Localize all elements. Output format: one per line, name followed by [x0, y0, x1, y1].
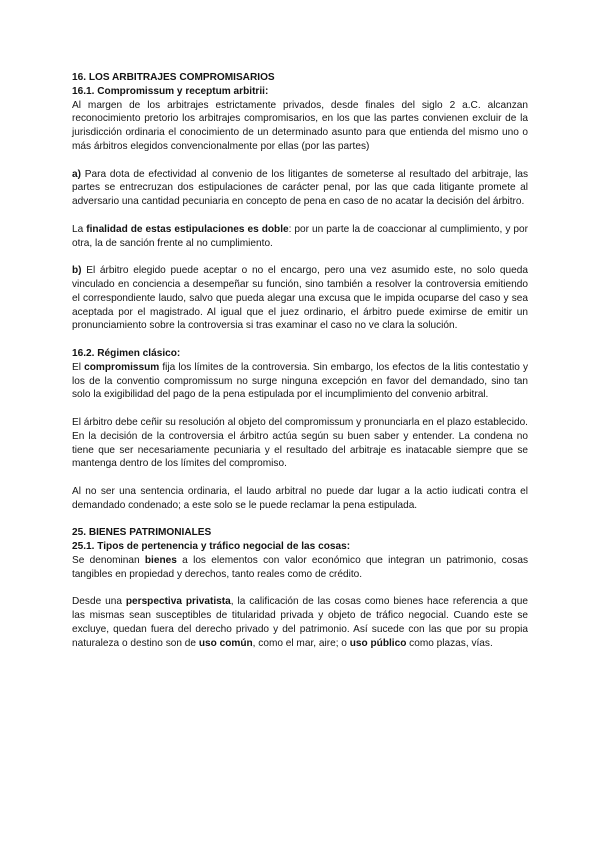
paragraph-16-1-b-text: El árbitro elegido puede aceptar o no el encargo, pero una vez asumido este, no solo queda vinculado en conciencia a desempeñar su función, sino también a resolver la controversia emitiendo el correspondiente laudo, salvo que pueda alegar una excusa que le impida ocuparse del caso y sea aceptada por el magistrado. Al igual que el juez ordinario, el árbitro puede eximirse de emitir un pronunciamiento sobre la controversia si tras examinar el caso no ve clara la solución. — [72, 265, 528, 332]
section-16-1-heading: 16.1. Compromissum y receptum arbitrii: — [72, 85, 269, 97]
paragraph-25-1-privatista — [72, 595, 528, 650]
bold-bienes: bienes — [144, 554, 177, 566]
paragraph-16-1-b — [72, 264, 528, 333]
document-page — [72, 71, 528, 650]
text-fragment: Se denominan — [72, 554, 145, 566]
paragraph-25-1-bienes — [72, 554, 528, 582]
section-16-2-heading: 16.2. Régimen clásico: — [72, 347, 181, 359]
text-fragment: , la calificación de las cosas como bienes hace referencia a que las mismas sean susceptibles de titularidad privada y objeto de tráfico negocial. Cuando este se excluye, quedan fuera del derecho privado y del patrimonio. Así sucede con las que por su propia naturaleza o destino son de — [72, 596, 528, 649]
text-fragment: La — [72, 223, 87, 235]
section-25-heading: 25. BIENES PATRIMONIALES — [72, 527, 212, 539]
bold-finalidad: finalidad de estas estipulaciones es doble — [86, 223, 289, 235]
text-fragment: como plazas, vías. — [406, 637, 493, 649]
text-fragment: El — [72, 361, 85, 373]
paragraph-16-1-a-text: Para dota de efectividad al convenio de los litigantes de someterse al resultado del arbitraje, las partes se entrecruzan dos estipulaciones de carácter penal, por las que cada litigante promete al adversario una cantidad pecuniaria en concepto de pena en caso de no acatar la decisión del árbitro. — [72, 168, 528, 208]
text-fragment: , como el mar, aire; o — [252, 637, 350, 649]
paragraph-16-1-intro: Al margen de los arbitrajes estrictamente privados, desde finales del siglo 2 a.C. alcanzan reconocimiento pretorio los arbitrajes compromisarios, en los que las partes convienen excluir de la jurisdicción ordinaria el conocimiento de un determinado asunto para que entienda del mismo uno o más árbitros elegidos convencionalmente por ellas (por las partes) — [72, 99, 528, 152]
paragraph-16-1-finalidad — [72, 223, 528, 251]
section-25-1-heading: 25.1. Tipos de pertenencia y tráfico negocial de las cosas: — [72, 541, 351, 553]
text-fragment: fija los límites de la controversia. Sin embargo, los efectos de la litis contestatio y los de la conventio compromissum no surge ninguna excepción en favor del demandado, sino tan solo la exigibilidad del pago de la pena estipulada por el incumplimiento del convenio arbitral. — [72, 361, 528, 401]
bold-uso-comun: uso común — [198, 637, 253, 649]
item-label-b: b) — [72, 265, 82, 277]
section-16-heading: 16. LOS ARBITRAJES COMPROMISARIOS — [72, 72, 275, 83]
bold-compromissum: compromissum — [84, 361, 160, 373]
item-label-a: a) — [72, 168, 81, 180]
text-fragment: Desde una — [72, 596, 126, 608]
text-fragment: : por un parte la de coaccionar al cumplimiento, y por otra, la de sanción frente al no cumplimiento. — [72, 223, 528, 249]
bold-uso-publico: uso público — [349, 637, 407, 649]
paragraph-16-2-arbitro: El árbitro debe ceñir su resolución al objeto del compromissum y pronunciarla en el plazo establecido. En la decisión de la controversia el árbitro actúa según su buen saber y entender. La condena no tiene que ser necesariamente pecuniaria y el resultado del arbitraje es inatacable siempre que se mantenga dentro de los límites del compromiso. — [72, 416, 528, 470]
paragraph-16-2-compromissum — [72, 361, 528, 402]
bold-perspectiva-privatista: perspectiva privatista — [125, 596, 231, 608]
paragraph-16-2-laudo: Al no ser una sentencia ordinaria, el laudo arbitral no puede dar lugar a la actio iudicati contra el demandado condenado; a este solo se le puede reclamar la pena estipulada. — [72, 485, 528, 511]
paragraph-16-1-a — [72, 168, 528, 209]
text-fragment: a los elementos con valor económico que integran un patrimonio, cosas tangibles en propiedad y derechos, tanto reales como de crédito. — [72, 554, 529, 580]
